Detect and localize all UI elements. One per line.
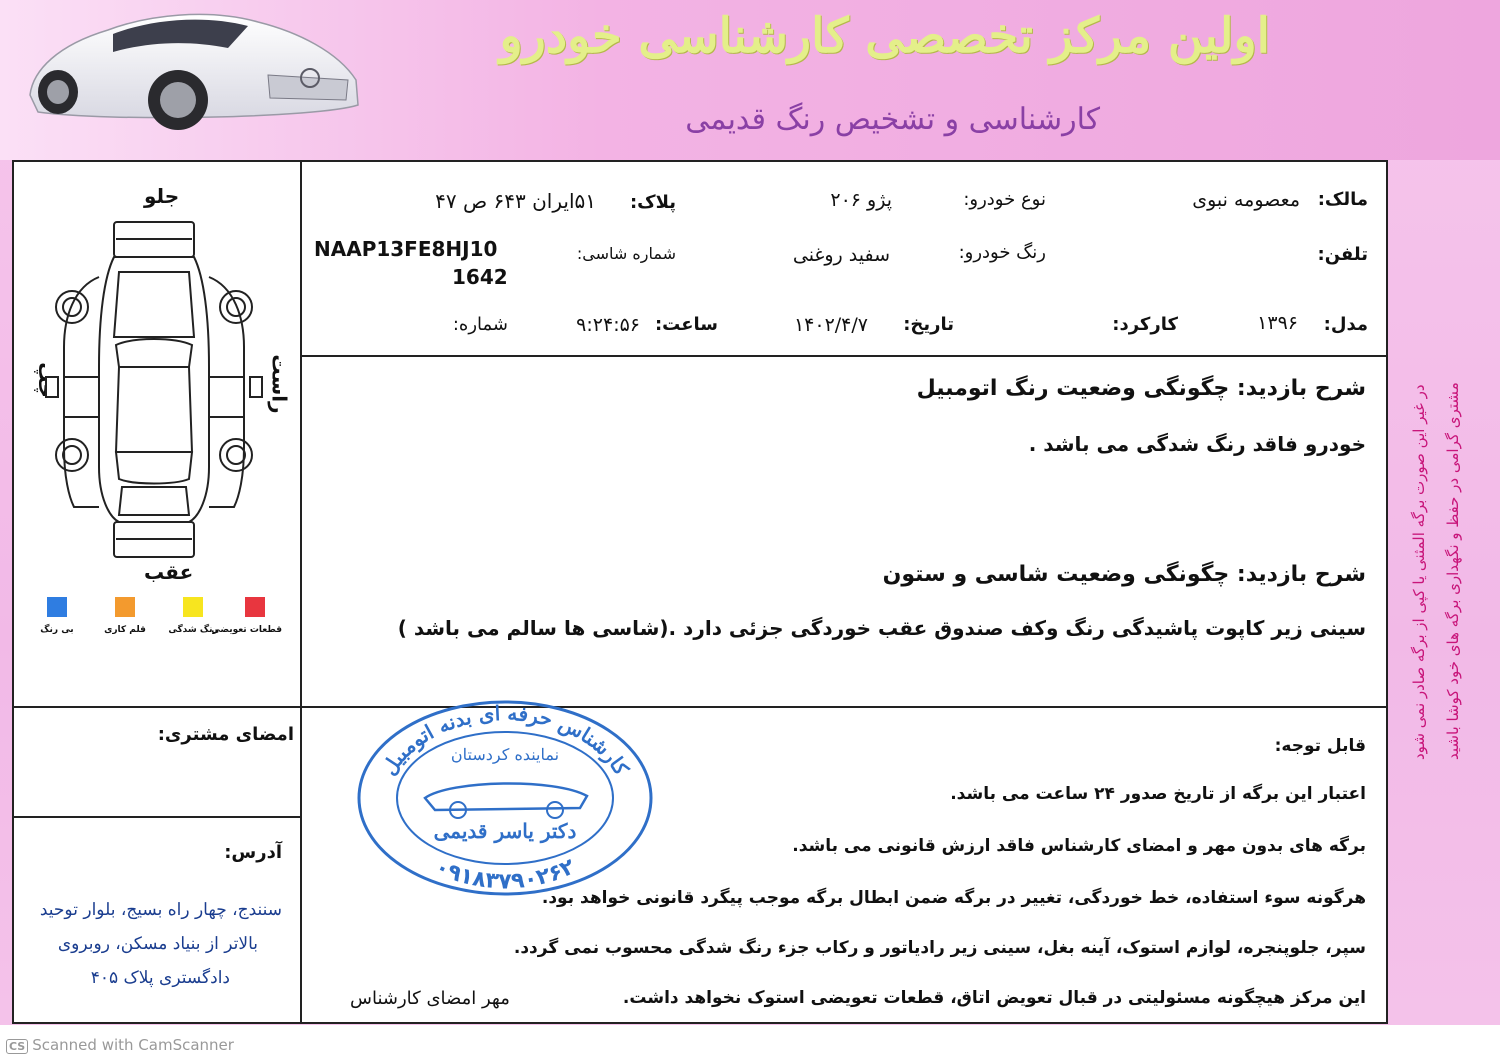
diagram-rear-label: عقب	[144, 560, 194, 584]
expert-signature-label: مهر امضای کارشناس	[350, 988, 510, 1009]
notes-item-3: هرگونه سوء استفاده، خط خوردگی، تغییر در برگه ضمن ابطال برگه موجب پیگرد قانونی خواهد بود.	[541, 888, 1366, 908]
color-label: رنگ خودرو:	[958, 242, 1046, 263]
car-diagram	[44, 217, 264, 562]
svg-text:کارشناس حرفه ای بدنه اتومبیل	[377, 701, 634, 780]
expert-stamp	[355, 698, 655, 898]
paint-section-text: خودرو فاقد رنگ شدگی می باشد .	[1028, 432, 1366, 456]
diagram-right-label: راست	[267, 354, 292, 414]
left-column	[14, 162, 302, 1022]
car-photo	[18, 0, 363, 135]
stamp-name: دکتر یاسر قدیمی	[433, 819, 577, 843]
camscanner-text: Scanned with CamScanner	[32, 1036, 234, 1054]
chassis-label: شماره شاسی:	[576, 244, 676, 263]
chassis-value-line-1: NAAP13FE8HJ10	[314, 237, 498, 261]
legend-replaced-label: قطعات تعویضی	[211, 625, 282, 635]
chassis-value-line-2: 1642	[452, 265, 508, 289]
divider	[14, 706, 300, 708]
date-value: ۱۴۰۲/۴/۷	[793, 314, 868, 336]
chassis-section-heading: شرح بازدید: چگونگی وضعیت شاسی و ستون	[882, 562, 1366, 587]
divider	[302, 355, 1386, 357]
report-form	[12, 160, 1388, 1024]
stamp-region: نماینده کردستان	[450, 745, 560, 764]
header-banner	[0, 0, 1500, 160]
notes-heading: قابل توجه:	[1274, 736, 1366, 756]
model-label: مدل:	[1323, 314, 1368, 335]
side-note	[1392, 380, 1482, 760]
time-label: ساعت:	[654, 314, 718, 335]
divider	[14, 816, 300, 818]
legend-painted	[166, 597, 220, 635]
plate-value: ۵۱ایران ۶۴۳ ص ۴۷	[435, 189, 596, 213]
legend-touchup-label: قلم کاری	[104, 625, 146, 635]
time-value: ۹:۲۴:۵۶	[576, 314, 640, 336]
notes-item-4: سپر، جلوپنجره، لوازم استوک، آینه بغل، سینی زیر رادیاتور و رکاب جزء رنگ شدگی محسوب نمی گردد.	[513, 938, 1366, 958]
legend-replaced-swatch	[245, 597, 265, 617]
customer-signature-label: امضای مشتری:	[157, 724, 294, 745]
vehicle-type-label: نوع خودرو:	[963, 189, 1046, 210]
address-label: آدرس:	[224, 842, 282, 863]
number-label: شماره:	[452, 314, 508, 335]
mileage-label: کارکرد:	[1112, 314, 1178, 335]
diagram-front-label: جلو	[144, 184, 180, 208]
address-line-3: دادگستری پلاک ۴۰۵	[90, 968, 230, 988]
diagram-left-label: چپ	[33, 362, 58, 398]
plate-label: پلاک:	[629, 192, 676, 213]
legend-painted-swatch	[183, 597, 203, 617]
legend-touchup-swatch	[115, 597, 135, 617]
side-note-line-1: مشتری گرامی در حفظ و نگهداری برگه های خود کوشا باشید	[1444, 382, 1462, 760]
phone-label: تلفن:	[1317, 244, 1368, 265]
chassis-section-text: سینی زیر کاپوت پاشیدگی رنگ وکف صندوق عقب خوردگی جزئی دارد .(شاسی ها سالم می باشد )	[397, 616, 1366, 640]
owner-value: معصومه نبوی	[1192, 189, 1300, 211]
notes-item-5: این مرکز هیچگونه مسئولیتی در قبال تعویض اتاق، قطعات تعویضی استوک نخواهد داشت.	[622, 988, 1366, 1008]
page-title: اولین مرکز تخصصی کارشناسی خودرو	[499, 8, 1270, 64]
color-value: سفید روغنی	[792, 244, 890, 266]
date-label: تاریخ:	[903, 314, 954, 335]
legend-unpainted-swatch	[47, 597, 67, 617]
stamp-ring-text: کارشناس حرفه ای بدنه اتومبیل	[376, 700, 634, 780]
camscanner-watermark	[6, 1036, 234, 1054]
legend-touchup	[98, 597, 152, 635]
legend-unpainted-label: بی رنگ	[40, 625, 74, 635]
stamp-phone: ۰۹۱۸۳۷۹۰۲۶۲	[431, 854, 579, 895]
legend-replaced	[211, 597, 282, 635]
paint-section-heading: شرح بازدید: چگونگی وضعیت رنگ اتومبیل	[916, 376, 1366, 401]
address-line-2: بالاتر از بنیاد مسکن، روبروی	[57, 934, 258, 954]
model-value: ۱۳۹۶	[1257, 312, 1298, 334]
owner-label: مالک:	[1317, 189, 1368, 210]
legend-unpainted	[30, 597, 84, 635]
address-line-1: سنندج، چهار راه بسیج، بلوار توحید	[39, 900, 282, 920]
side-note-line-2: در غیر این صورت برگه المثنی یا کپی از برگه صادر نمی شود	[1410, 384, 1428, 760]
notes-item-1: اعتبار این برگه از تاریخ صدور ۲۴ ساعت می باشد.	[950, 784, 1366, 804]
page-subtitle: کارشناسی و تشخیص رنگ قدیمی	[685, 102, 1100, 137]
legend-painted-label: رنگ شدگی	[168, 625, 218, 635]
camscanner-badge: CS	[6, 1039, 28, 1054]
notes-item-2: برگه های بدون مهر و امضای کارشناس فاقد ارزش قانونی می باشد.	[792, 836, 1366, 856]
vehicle-type-value: پژو ۲۰۶	[830, 189, 892, 211]
